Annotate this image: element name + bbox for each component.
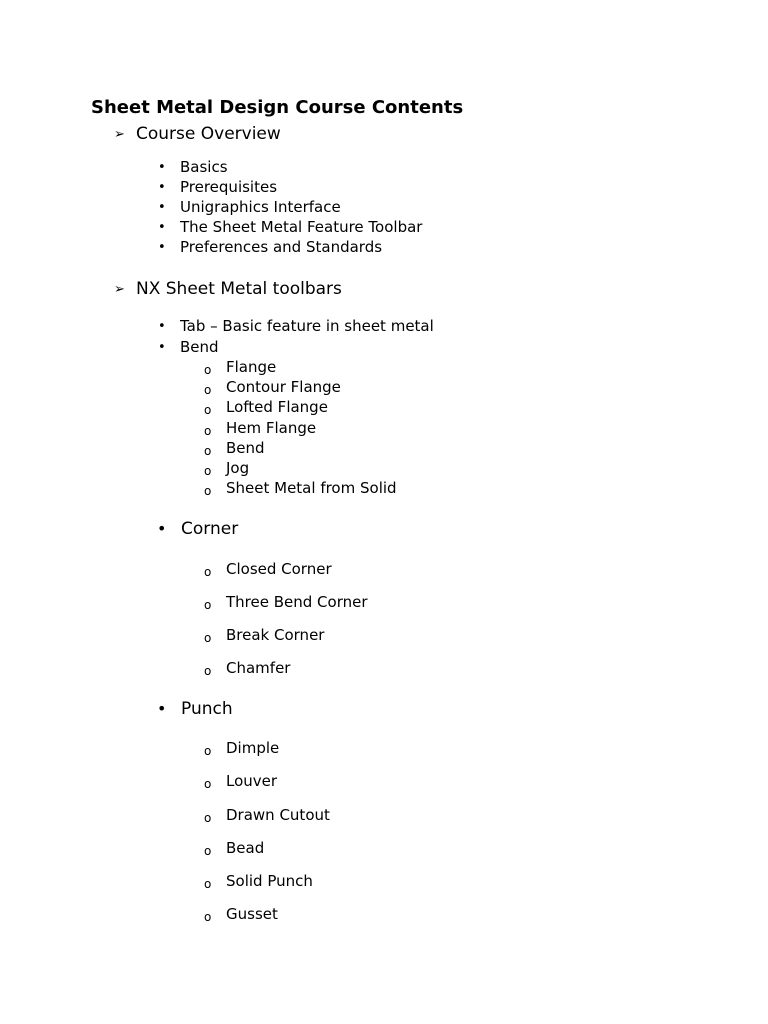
sub-item-solid-punch: Solid Punch <box>226 872 313 890</box>
sub-item-flange: Flange <box>226 358 277 376</box>
list-item-tab: Tab – Basic feature in sheet metal <box>180 317 434 335</box>
bullet-icon: • <box>158 180 166 195</box>
bullet-icon: • <box>158 160 166 175</box>
arrow-bullet-icon: ➢ <box>114 282 125 297</box>
sub-item-jog: Jog <box>226 459 250 477</box>
sub-item-contour-flange: Contour Flange <box>226 378 341 396</box>
arrow-bullet-icon: ➢ <box>114 127 125 142</box>
list-item-feature-toolbar: The Sheet Metal Feature Toolbar <box>180 218 423 236</box>
list-item-prerequisites: Prerequisites <box>180 178 278 196</box>
sub-item-bend: Bend <box>226 439 265 457</box>
circle-bullet-icon: o <box>204 363 212 377</box>
sub-item-drawn-cutout: Drawn Cutout <box>226 806 330 824</box>
list-item-punch: Punch <box>181 699 233 719</box>
list-item-bend: Bend <box>180 338 219 356</box>
bullet-icon: • <box>158 240 166 255</box>
sub-item-three-bend-corner: Three Bend Corner <box>226 593 368 611</box>
circle-bullet-icon: o <box>204 877 212 891</box>
circle-bullet-icon: o <box>204 744 212 758</box>
circle-bullet-icon: o <box>204 383 212 397</box>
circle-bullet-icon: o <box>204 664 212 678</box>
circle-bullet-icon: o <box>204 565 212 579</box>
circle-bullet-icon: o <box>204 444 212 458</box>
bullet-icon: • <box>158 319 166 334</box>
sub-item-gusset: Gusset <box>226 905 278 923</box>
page-title: Sheet Metal Design Course Contents <box>91 97 464 118</box>
circle-bullet-icon: o <box>204 910 212 924</box>
circle-bullet-icon: o <box>204 484 212 498</box>
bullet-icon: • <box>158 340 166 355</box>
circle-bullet-icon: o <box>204 811 212 825</box>
sub-item-break-corner: Break Corner <box>226 626 325 644</box>
list-item-basics: Basics <box>180 158 228 176</box>
bullet-icon: • <box>158 220 166 235</box>
sub-item-chamfer: Chamfer <box>226 659 291 677</box>
bullet-icon: • <box>158 200 166 215</box>
sub-item-dimple: Dimple <box>226 739 280 757</box>
sub-item-closed-corner: Closed Corner <box>226 560 332 578</box>
circle-bullet-icon: o <box>204 598 212 612</box>
bullet-icon: • <box>157 519 167 538</box>
list-item-preferences-standards: Preferences and Standards <box>180 238 383 256</box>
list-item-unigraphics-interface: Unigraphics Interface <box>180 198 341 216</box>
circle-bullet-icon: o <box>204 631 212 645</box>
circle-bullet-icon: o <box>204 464 212 478</box>
circle-bullet-icon: o <box>204 844 212 858</box>
sub-item-bead: Bead <box>226 839 265 857</box>
section-heading-nx-toolbars: NX Sheet Metal toolbars <box>136 279 342 299</box>
circle-bullet-icon: o <box>204 403 212 417</box>
circle-bullet-icon: o <box>204 777 212 791</box>
list-item-corner: Corner <box>181 519 239 539</box>
circle-bullet-icon: o <box>204 424 212 438</box>
sub-item-sheet-metal-from-solid: Sheet Metal from Solid <box>226 479 397 497</box>
bullet-icon: • <box>157 699 167 718</box>
sub-item-hem-flange: Hem Flange <box>226 419 317 437</box>
sub-item-louver: Louver <box>226 772 278 790</box>
sub-item-lofted-flange: Lofted Flange <box>226 398 328 416</box>
section-heading-course-overview: Course Overview <box>136 124 281 144</box>
